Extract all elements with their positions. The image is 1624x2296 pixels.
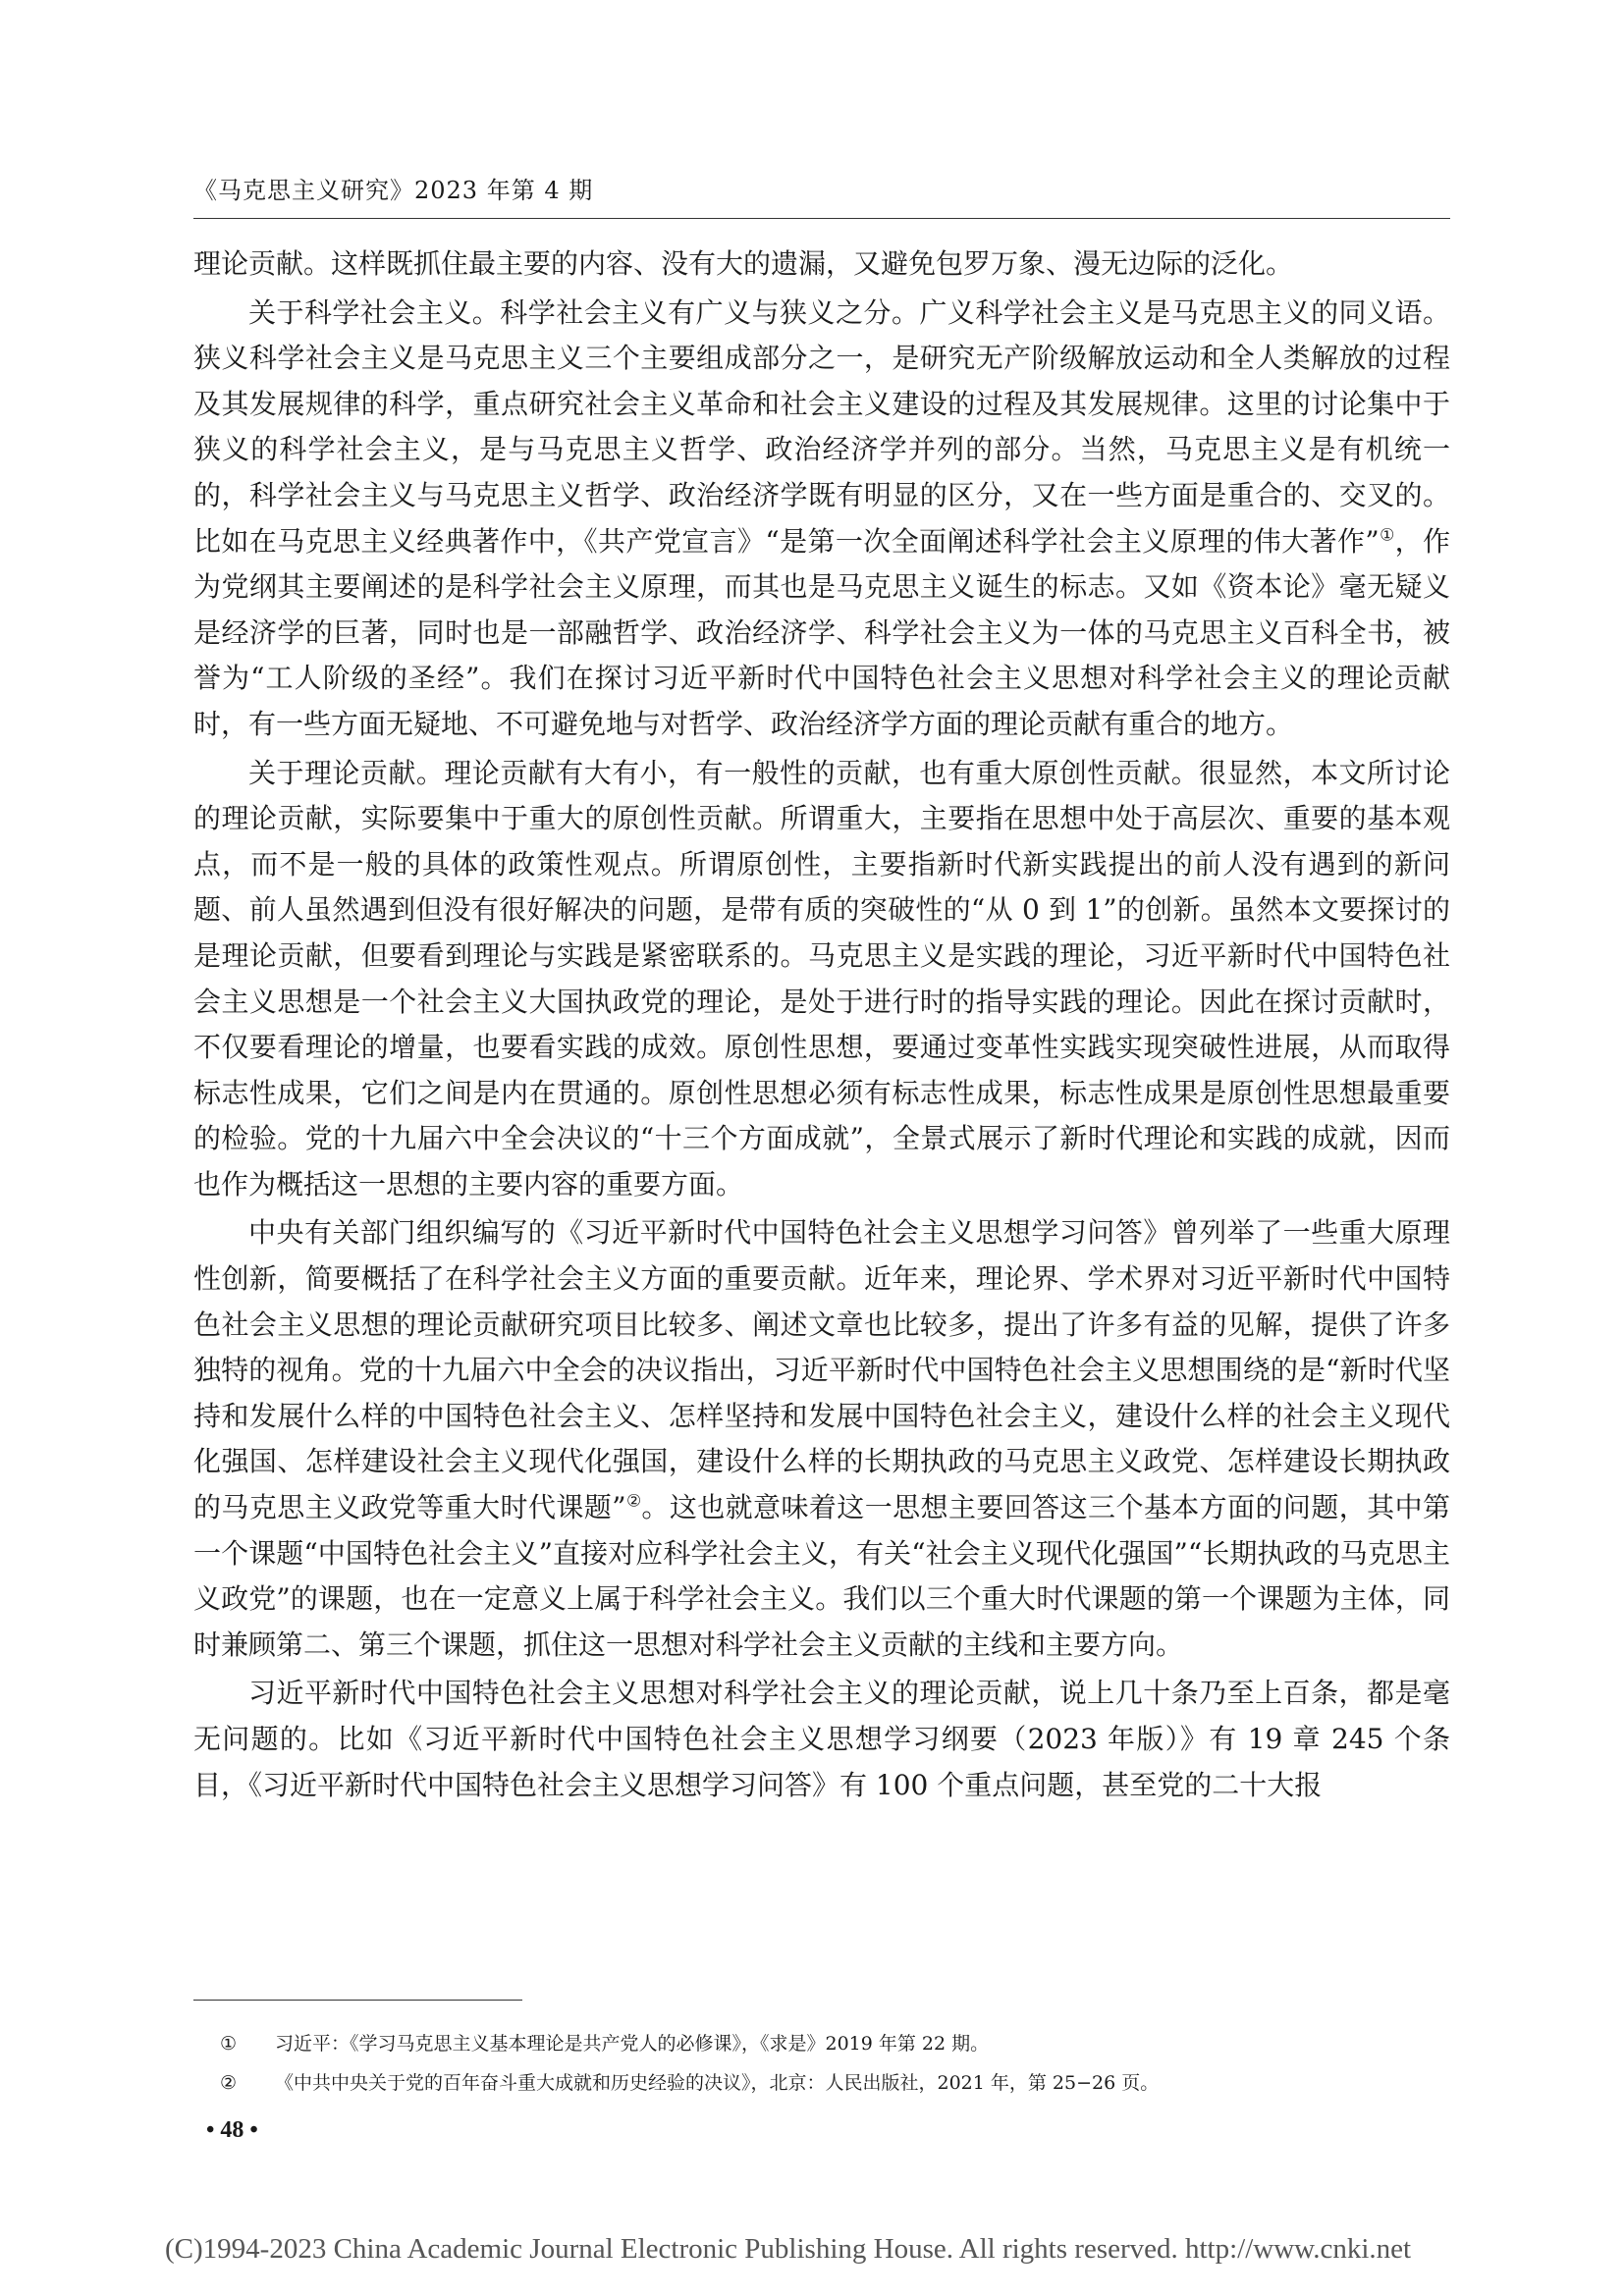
paragraph-1: 理论贡献。这样既抓住最主要的内容、没有大的遗漏，又避免包罗万象、漫无边际的泛化。 [193,247,1294,280]
paragraph-5: 习近平新时代中国特色社会主义思想对科学社会主义的理论贡献，说上几十条乃至上百条，都是毫无问题的。比如《习近平新时代中国特色社会主义思想学习纲要（2023 年版）》有 19 章 245 个条目，《习近平新时代中国特色社会主义思想学习问答》有 100 个重点问题，甚至党的二十大报 [193,1677,1450,1801]
footnotes [220,2028,1398,2107]
footnote-text-2: 《中共中央关于党的百年奋斗重大成就和历史经验的决议》，北京：人民出版社，2021 年，第 25−26 页。 [275,2072,1160,2094]
paragraph-3: 关于理论贡献。理论贡献有大有小，有一般性的贡献，也有重大原创性贡献。很显然，本文所讨论的理论贡献，实际要集中于重大的原创性贡献。所谓重大，主要指在思想中处于高层次、重要的基本观点，而不是一般的具体的政策性观点。所谓原创性，主要指新时代新实践提出的前人没有遇到的新问题、前人虽然遇到但没有很好解决的问题，是带有质的突破性的“从 0 到 1”的创新。虽然本文要探讨的是理论贡献，但要看到理论与实践是紧密联系的。马克思主义是实践的理论，习近平新时代中国特色社会主义思想是一个社会主义大国执政党的理论，是处于进行时的指导实践的理论。因此在探讨贡献时，不仅要看理论的增量，也要看实践的成效。原创性思想，要通过变革性实践实现突破性进展，从而取得标志性成果，它们之间是内在贯通的。原创性思想必须有标志性成果，标志性成果是原创性思想最重要的检验。党的十九届六中全会决议的“十三个方面成就”，全景式展示了新时代理论和实践的成就，因而也作为概括这一思想的主要内容的重要方面。 [193,756,1450,1201]
footnote-text-1: 习近平：《学习马克思主义基本理论是共产党人的必修课》，《求是》2019 年第 22 期。 [275,2033,990,2055]
paragraph-2-text-cont: ，作为党纲其主要阐述的是科学社会主义原理，而其也是马克思主义诞生的标志。又如《资本论》毫无疑义是经济学的巨著，同时也是一部融哲学、政治经济学、科学社会主义为一体的马克思主义百科全书，被誉为“工人阶级的圣经”。我们在探讨习近平新时代中国特色社会主义思想对科学社会主义的理论贡献时，有一些方面无疑地、不可避免地与对哲学、政治经济学方面的理论贡献有重合的地方。 [193,524,1450,740]
paragraph-2 [193,291,1450,748]
article-body [193,241,1450,1811]
paragraph-4-text-cont: 。这也就意味着这一思想主要回答这三个基本方面的问题，其中第一个课题“中国特色社会主义”直接对应科学社会主义，有关“社会主义现代化强国”“长期执政的马克思主义政党”的课题，也在一定意义上属于科学社会主义。我们以三个重大时代课题的第一个课题为主体，同时兼顾第二、第三个课题，抓住这一思想对科学社会主义贡献的主线和主要方向。 [193,1491,1450,1661]
running-header: 《马克思主义研究》2023 年第 4 期 [193,177,594,204]
footnote-divider [193,2000,522,2001]
paragraph-2-text: 关于科学社会主义。科学社会主义有广义与狭义之分。广义科学社会主义是马克思主义的同义语。狭义科学社会主义是马克思主义三个主要组成部分之一，是研究无产阶级解放运动和全人类解放的过程及其发展规律的科学，重点研究社会主义革命和社会主义建设的过程及其发展规律。这里的讨论集中于狭义的科学社会主义，是与马克思主义哲学、政治经济学并列的部分。当然，马克思主义是有机统一的，科学社会主义与马克思主义哲学、政治经济学既有明显的区分，又在一些方面是重合的、交叉的。比如在马克思主义经典著作中，《共产党宣言》“是第一次全面阐述科学社会主义原理的伟大著作” [193,295,1450,558]
copyright-notice: (C)1994-2023 China Academic Journal Electronic Publishing House. All rights reserved. http://www.cnki.net [165,2233,1412,2265]
page-number: • 48 • [206,2117,258,2143]
footnote-ref-1[interactable]: ① [1379,524,1395,545]
footnote-mark-2: ② [220,2072,238,2094]
paragraph-4-text: 中央有关部门组织编写的《习近平新时代中国特色社会主义思想学习问答》曾列举了一些重大原理性创新，简要概括了在科学社会主义方面的重要贡献。近年来，理论界、学术界对习近平新时代中国特色社会主义思想的理论贡献研究项目比较多、阐述文章也比较多，提出了许多有益的见解，提供了许多独特的视角。党的十九届六中全会的决议指出，习近平新时代中国特色社会主义思想围绕的是“新时代坚持和发展什么样的中国特色社会主义、怎样坚持和发展中国特色社会主义，建设什么样的社会主义现代化强国、怎样建设社会主义现代化强国，建设什么样的长期执政的马克思主义政党、怎样建设长期执政的马克思主义政党等重大时代课题” [193,1216,1450,1524]
paragraph-4 [193,1210,1450,1668]
footnote-ref-2[interactable]: ② [625,1490,642,1511]
header-divider [193,218,1450,219]
footnote-1 [220,2028,1398,2059]
footnote-mark-1: ① [220,2033,238,2055]
footnote-2 [220,2067,1398,2099]
